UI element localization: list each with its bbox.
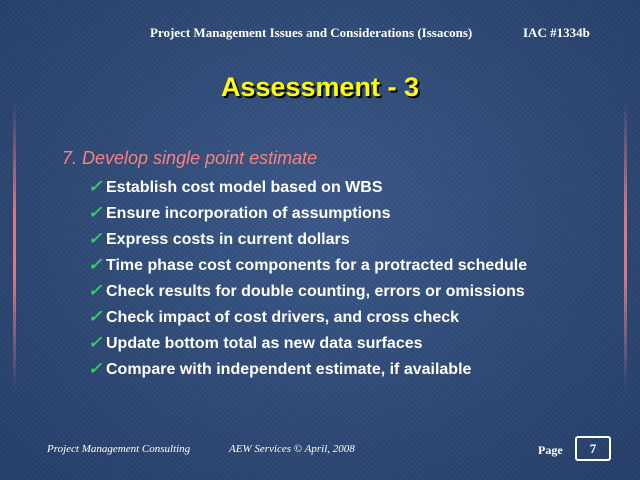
list-item-text: Update bottom total as new data surfaces	[106, 335, 423, 352]
list-item	[88, 358, 527, 384]
page-label: Page	[538, 443, 563, 457]
slide-title: Assessment - 3	[220, 72, 420, 102]
right-edge-accent	[624, 100, 627, 390]
list-item-text: Check impact of cost drivers, and cross check	[106, 309, 460, 326]
footer-copyright: AEW Services © April, 2008	[229, 443, 355, 455]
check-icon: ✓	[88, 203, 103, 222]
section-heading: 7. Develop single point estimate	[62, 148, 318, 168]
list-item-text: Compare with independent estimate, if available	[106, 361, 472, 378]
check-icon: ✓	[88, 177, 103, 196]
check-icon: ✓	[88, 359, 103, 378]
header-title: Project Management Issues and Considerations (Issacons)	[150, 25, 473, 40]
check-icon: ✓	[88, 307, 103, 326]
check-icon: ✓	[88, 281, 103, 300]
check-icon: ✓	[88, 255, 103, 274]
bullet-list	[88, 176, 527, 384]
list-item-text: Check results for double counting, errors or omissions	[106, 283, 525, 300]
list-item	[88, 332, 527, 358]
list-item	[88, 254, 527, 280]
list-item	[88, 280, 527, 306]
list-item	[88, 306, 527, 332]
check-icon: ✓	[88, 229, 103, 248]
list-item-text: Express costs in current dollars	[106, 231, 350, 248]
list-item	[88, 202, 527, 228]
footer-company: Project Management Consulting	[47, 443, 191, 455]
list-item-text: Time phase cost components for a protracted schedule	[106, 257, 528, 274]
list-item	[88, 228, 527, 254]
list-item	[88, 176, 527, 202]
left-edge-accent	[13, 100, 16, 390]
check-icon: ✓	[88, 333, 103, 352]
list-item-text: Ensure incorporation of assumptions	[106, 205, 391, 222]
header-code: IAC #1334b	[523, 25, 590, 40]
list-item-text: Establish cost model based on WBS	[106, 179, 383, 196]
page-number: 7	[575, 436, 611, 461]
